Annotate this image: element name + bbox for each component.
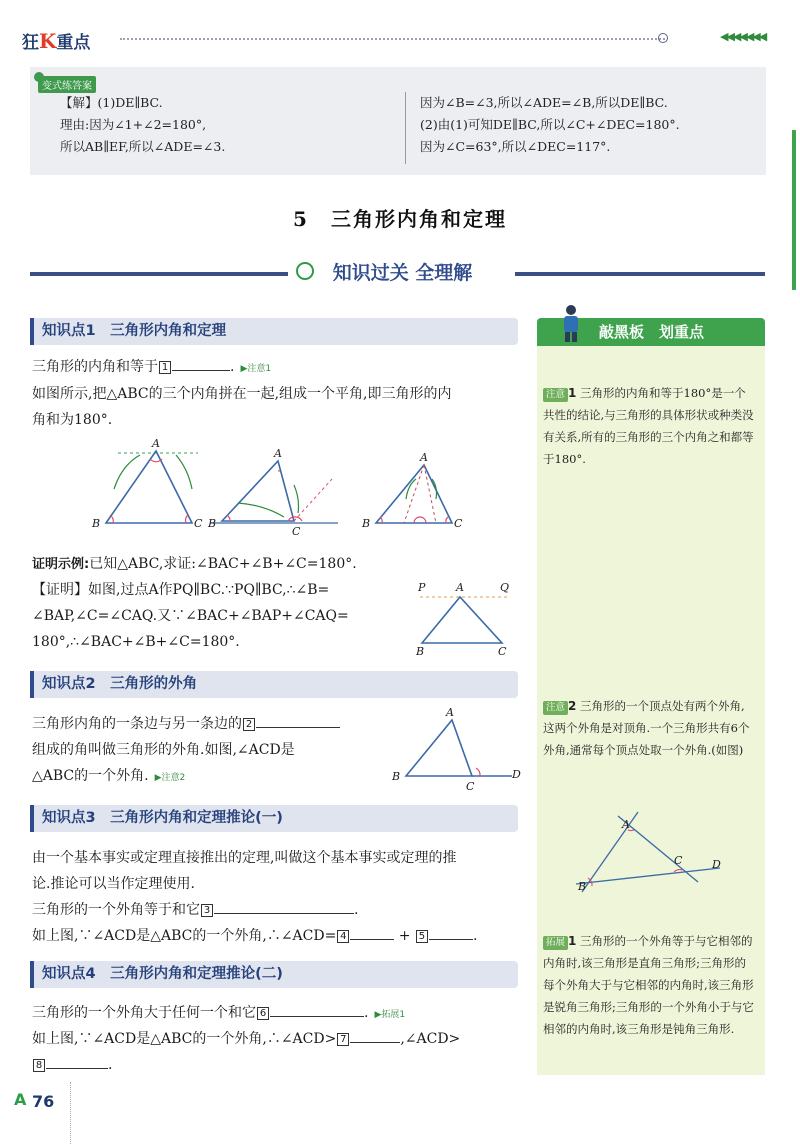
answer-left-2: 理由:因为∠1+∠2=180°, — [60, 117, 207, 132]
ext-label-b: B — [392, 770, 401, 783]
answer-divider — [405, 92, 406, 164]
section-title: 5 三角形内角和定理 — [293, 207, 507, 231]
six-label-c: C — [674, 854, 683, 867]
answer-left-1: 【解】(1)DE∥BC. — [60, 95, 163, 110]
blank-number-6: 6 — [257, 1007, 269, 1020]
proof-given: 已知△ABC,求证:∠BAC+∠B+∠C=180°. — [89, 556, 357, 572]
note2-text: 三角形的一个顶点处有两个外角,这两个外角是对顶角.一个三角形共有6个外角,通常每个顶点处取一个外角.(如图) — [543, 699, 750, 757]
blank-number-8: 8 — [33, 1059, 45, 1072]
ext1-tag: 拓展 — [543, 936, 568, 950]
proof-line-3: 180°,∴∠BAC+∠B+∠C=180°. — [32, 634, 240, 650]
kp2-line2: 组成的角叫做三角形的外角.如图,∠ACD是 — [32, 742, 295, 758]
logo-part-a: 狂 — [22, 33, 39, 53]
kp3-header: 知识点3 三角形内角和定理推论(一) — [30, 805, 518, 832]
note-ref-2: ▶注意2 — [154, 773, 186, 783]
angle-sum-figures — [80, 435, 480, 535]
ext1-num: 1 — [568, 934, 577, 948]
kp3-line3-text: 三角形的一个外角等于和它 — [32, 902, 200, 918]
kp4-line1: 三角形的一个外角大于任何一个和它 6 . ▶拓展1 — [32, 1000, 405, 1028]
sidebar-title: 敲黑板 划重点 — [537, 318, 765, 346]
logo-part-b: 重点 — [56, 33, 91, 53]
kp2-line3-text: △ABC的一个外角. — [32, 768, 149, 784]
pq-parallel-figure — [410, 577, 520, 657]
pq-label-b: B — [416, 645, 425, 657]
kp1-line3: 角和为180°. — [32, 412, 113, 428]
kp3-line4-text: 如上图,∵∠ACD是△ABC的一个外角,∴∠ACD= — [32, 928, 337, 944]
proof-label: 证明示例: — [32, 557, 90, 572]
blank-3[interactable] — [214, 898, 354, 914]
kp4-line2-tail: ,∠ACD> — [400, 1031, 461, 1047]
sidebar-ext-1 — [543, 930, 755, 1040]
kp3-line2: 论.推论可以当作定理使用. — [32, 876, 195, 892]
note2-tag: 注意 — [543, 701, 568, 715]
pq-label-p: P — [418, 581, 426, 594]
exterior-angle-figure — [390, 706, 525, 792]
note-ref-1: ▶注意1 — [240, 364, 272, 374]
kp3-line3: 三角形的一个外角等于和它 3 . — [32, 897, 358, 923]
kp3-line1: 由一个基本事实或定理直接推出的定理,叫做这个基本事实或定理的推 — [32, 850, 457, 866]
blank-6[interactable] — [270, 1001, 364, 1017]
proof-line-2: ∠BAP,∠C=∠CAQ.又∵∠BAC+∠BAP+∠CAQ= — [32, 608, 349, 624]
fig2-label-b: B — [208, 517, 217, 530]
kp1-line1-text: 三角形的内角和等于 — [32, 359, 158, 375]
sidebar-note-1 — [543, 382, 755, 470]
blank-number-2: 2 — [243, 718, 255, 731]
fig2-label-a: A — [274, 447, 282, 460]
kp4-header: 知识点4 三角形内角和定理推论(二) — [30, 961, 518, 988]
ext-ref-1: ▶拓展1 — [374, 1010, 406, 1020]
note1-tag: 注意 — [543, 388, 568, 402]
kp2-line3 — [32, 763, 185, 791]
answer-left-3: 所以AB∥EF,所以∠ADE=∠3. — [60, 139, 226, 154]
blank-1[interactable] — [172, 355, 230, 371]
blank-8[interactable] — [46, 1053, 108, 1069]
banner-line-right — [515, 272, 765, 276]
blank-number-1: 1 — [159, 361, 171, 374]
kp4-line3: 8 . — [32, 1052, 112, 1078]
answer-right-2: (2)由(1)可知DE∥BC,所以∠C+∠DEC=180°. — [420, 117, 680, 132]
kp4-line2 — [32, 1026, 460, 1052]
blank-number-7: 7 — [337, 1033, 349, 1046]
kp2-header: 知识点2 三角形的外角 — [30, 671, 518, 698]
pq-label-c: C — [498, 645, 507, 657]
kp1-line2: 如图所示,把△ABC的三个内角拼在一起,组成一个平角,即三角形的内 — [32, 386, 452, 402]
banner-title: 知识过关 全理解 — [332, 262, 473, 284]
fig3-label-c: C — [454, 517, 463, 530]
fig1-label-c: C — [194, 517, 203, 530]
kp4-line2-text: 如上图,∵∠ACD是△ABC的一个外角,∴∠ACD> — [32, 1031, 337, 1047]
ext-label-c: C — [466, 780, 475, 792]
plus-sign: + — [398, 928, 411, 944]
ext1-text: 三角形的一个外角等于与它相邻的内角时,该三角形是直角三角形;三角形的每个外角大于与它相邻的内角时,该三角形是锐角三角形;三角形的一个外角小于与它相邻的内角时,该三角形是钝角三角形. — [543, 934, 754, 1036]
ext-label-d: D — [512, 768, 521, 781]
pq-label-q: Q — [500, 581, 510, 594]
six-label-a: A — [622, 818, 630, 831]
footer-divider — [70, 1082, 71, 1144]
kp3-line4: 如上图,∵∠ACD是△ABC的一个外角,∴∠ACD= 4 + 5 . — [32, 923, 477, 949]
header-arrows-icon: ◀◀◀◀◀◀◀ — [720, 30, 766, 43]
kp1-header: 知识点1 三角形内角和定理 — [30, 318, 518, 345]
proof-statement — [32, 551, 357, 578]
ext-label-a: A — [446, 706, 454, 719]
fig1-label-a: A — [152, 437, 160, 450]
blank-number-4: 4 — [337, 930, 349, 943]
blank-7[interactable] — [350, 1027, 400, 1043]
pq-label-a: A — [456, 581, 464, 594]
logo-part-k: K — [39, 29, 57, 53]
answer-right-3: 因为∠C=63°,所以∠DEC=117°. — [420, 139, 611, 154]
kp2-line1-text: 三角形内角的一条边与另一条边的 — [32, 716, 242, 732]
six-exterior-angles-figure — [570, 808, 730, 898]
compass-icon: A — [14, 1090, 27, 1109]
fig1-label-b: B — [92, 517, 101, 530]
answer-right-1: 因为∠B=∠3,所以∠ADE=∠B,所以DE∥BC. — [420, 95, 668, 110]
blank-number-3: 3 — [201, 904, 213, 917]
kp4-line1-text: 三角形的一个外角大于任何一个和它 — [32, 1005, 256, 1021]
header-circle-icon — [658, 33, 668, 43]
six-label-b: B — [578, 880, 587, 893]
six-label-d: D — [712, 858, 721, 871]
proof-line-1: 【证明】如图,过点A作PQ∥BC.∵PQ∥BC,∴∠B= — [32, 582, 330, 598]
fig3-label-a: A — [420, 451, 428, 464]
blank-4[interactable] — [350, 924, 394, 940]
banner-line-left — [30, 272, 288, 276]
blank-number-5: 5 — [416, 930, 428, 943]
fig3-label-b: B — [362, 517, 371, 530]
kp1-line1: 三角形的内角和等于 1 . ▶注意1 — [32, 354, 271, 382]
fig2-label-c: C — [292, 525, 301, 535]
blank-2[interactable] — [256, 712, 340, 728]
teacher-icon — [560, 303, 582, 343]
note1-text: 三角形的内角和等于180°是一个共性的结论,与三角形的具体形状或种类没有关系,所有的三角形的三个内角之和都等于180°. — [543, 386, 754, 466]
answer-tag: 变式练答案 — [38, 76, 96, 93]
header-dotted-rule — [120, 38, 665, 40]
kp2-line1 — [32, 711, 340, 737]
blank-5[interactable] — [429, 924, 473, 940]
note2-num: 2 — [568, 699, 577, 713]
brand-logo — [22, 28, 90, 53]
note1-num: 1 — [568, 386, 577, 400]
page-number: 76 — [32, 1092, 55, 1111]
sidebar-note-2 — [543, 695, 755, 761]
